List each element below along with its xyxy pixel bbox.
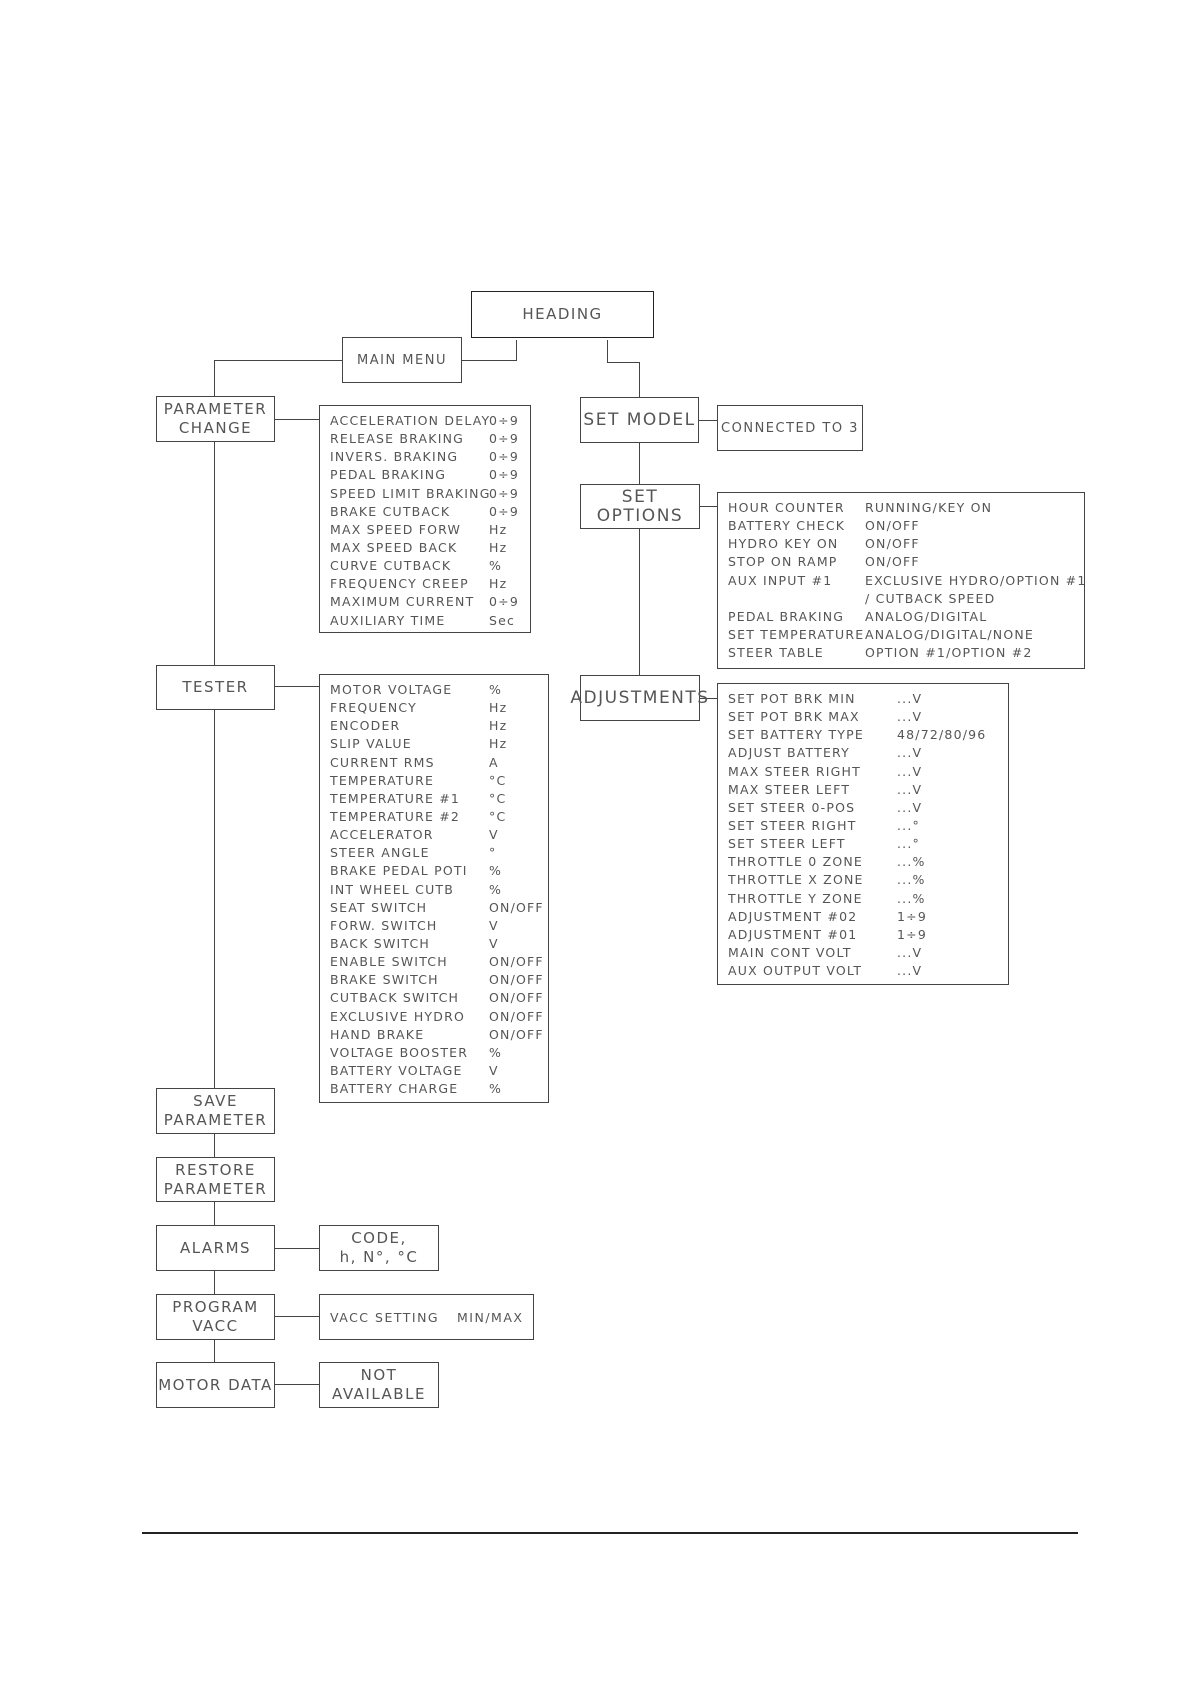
tester-row[interactable] <box>330 989 544 1007</box>
parameter-row[interactable] <box>330 575 520 593</box>
tester-row-value: ON/OFF <box>489 990 544 1006</box>
footer-divider <box>142 1532 1078 1534</box>
tester-row-value: °C <box>489 772 507 788</box>
connector <box>461 360 517 361</box>
option-row-value: ON/OFF <box>865 518 920 534</box>
parameter-row[interactable] <box>330 485 520 503</box>
adjustment-row-label: MAX STEER RIGHT <box>728 763 861 779</box>
adjustment-row[interactable] <box>728 744 998 762</box>
parameter-row[interactable] <box>330 612 520 630</box>
tester-row-label: EXCLUSIVE HYDRO <box>330 1008 465 1024</box>
parameter-row-label: PEDAL BRAKING <box>330 467 447 483</box>
parameter-row[interactable] <box>330 466 520 484</box>
tester-row-label: BRAKE PEDAL POTI <box>330 863 468 879</box>
tester-row[interactable] <box>330 754 538 772</box>
parameter-row-label: SPEED LIMIT BRAKING <box>330 485 491 501</box>
adjustment-row[interactable] <box>728 690 998 708</box>
tester-row[interactable] <box>330 808 538 826</box>
tester-row-value: ON/OFF <box>489 954 544 970</box>
tester-row-value: % <box>489 682 503 697</box>
parameter-change-list <box>319 405 531 633</box>
tester-row[interactable] <box>330 699 538 717</box>
tester-row-label: STEER ANGLE <box>330 845 430 861</box>
adjustment-row[interactable] <box>728 944 998 962</box>
option-row[interactable] <box>728 572 1087 590</box>
motor-data-detail-line-2: AVAILABLE <box>332 1385 426 1403</box>
adjustment-row-label: MAIN CONT VOLT <box>728 944 852 960</box>
option-row-label <box>728 590 865 608</box>
option-row-label: BATTERY CHECK <box>728 518 846 534</box>
program-vacc-label-2: VACC <box>192 1317 239 1335</box>
parameter-row[interactable] <box>330 430 520 448</box>
adjustment-row-label: ADJUSTMENT #01 <box>728 926 858 942</box>
adjustment-row-label: SET STEER 0-POS <box>728 799 856 815</box>
option-row[interactable] <box>728 499 1074 517</box>
adjustment-row-label: THROTTLE Y ZONE <box>728 890 863 906</box>
parameter-row-label: AUXILIARY TIME <box>330 612 446 628</box>
parameter-row-label: FREQUENCY CREEP <box>330 576 469 592</box>
option-row-value: ANALOG/DIGITAL <box>865 608 988 624</box>
adjustment-row[interactable] <box>728 835 998 853</box>
adjustment-row-value: 1÷9 <box>897 926 927 942</box>
adjustment-row-value: ...V <box>897 944 923 960</box>
heading-label: HEADING <box>522 305 603 323</box>
tester-row-value: ° <box>489 845 497 861</box>
parameter-row-value: Hz <box>489 521 508 537</box>
adjustment-row-label: THROTTLE X ZONE <box>728 872 864 888</box>
option-row-label: HOUR COUNTER <box>728 500 845 515</box>
option-row-label: STEER TABLE <box>728 645 824 661</box>
option-row-value: ANALOG/DIGITAL/NONE <box>865 626 1035 642</box>
option-row-value: RUNNING/KEY ON <box>865 500 993 515</box>
parameter-change-box[interactable] <box>156 396 275 442</box>
connector <box>699 506 718 507</box>
adjustment-row-value: ...V <box>897 709 923 725</box>
adjustment-row-label: SET STEER LEFT <box>728 836 846 852</box>
adjustment-row-value: 1÷9 <box>897 908 927 924</box>
adjustment-row-label: ADJUSTMENT #02 <box>728 908 858 924</box>
option-row[interactable] <box>728 553 1074 571</box>
set-options-box[interactable] <box>580 484 700 529</box>
option-row-value: ON/OFF <box>865 554 920 570</box>
tester-row-value: ON/OFF <box>489 899 544 915</box>
tester-row[interactable] <box>330 790 538 808</box>
alarms-detail-line-2: h, N°, °C <box>339 1248 419 1266</box>
option-row-label: AUX INPUT #1 <box>728 572 833 588</box>
tester-row-value: Hz <box>489 736 508 752</box>
tester-row-value: V <box>489 1062 499 1078</box>
tester-list <box>319 674 549 1103</box>
adjustment-row[interactable] <box>728 799 998 817</box>
tester-row[interactable] <box>330 935 538 953</box>
tester-row-value: % <box>489 863 503 879</box>
parameter-row-label: MAXIMUM CURRENT <box>330 594 475 610</box>
tester-row-label: BATTERY CHARGE <box>330 1081 459 1097</box>
tester-row-label: BRAKE SWITCH <box>330 972 439 988</box>
connector <box>274 419 319 420</box>
parameter-row[interactable] <box>330 557 520 575</box>
tester-row-label: VOLTAGE BOOSTER <box>330 1044 469 1060</box>
tester-row-value: A <box>489 754 499 770</box>
adjustment-row[interactable] <box>728 763 998 781</box>
adjustment-row[interactable] <box>728 871 998 889</box>
tester-row-label: ACCELERATOR <box>330 827 434 843</box>
option-row[interactable] <box>728 626 1074 644</box>
tester-box[interactable] <box>156 665 275 710</box>
tester-row-label: CUTBACK SWITCH <box>330 990 460 1006</box>
parameter-row[interactable] <box>330 539 520 557</box>
tester-row-value: °C <box>489 808 507 824</box>
alarms-box[interactable] <box>156 1225 275 1271</box>
option-row-value: ON/OFF <box>865 536 920 552</box>
tester-row-label: TEMPERATURE #1 <box>330 790 461 806</box>
parameter-row[interactable] <box>330 503 520 521</box>
tester-row-label: BATTERY VOLTAGE <box>330 1062 463 1078</box>
connector <box>274 1384 319 1385</box>
motor-data-detail-line-1: NOT <box>360 1366 398 1384</box>
option-row-label: STOP ON RAMP <box>728 554 838 570</box>
adjustment-row-label: SET POT BRK MAX <box>728 709 860 725</box>
tester-row-value: % <box>489 881 503 897</box>
tester-row-label: HAND BRAKE <box>330 1026 425 1042</box>
vacc-setting-label: VACC SETTING <box>330 1309 440 1325</box>
adjustments-list <box>717 683 1009 985</box>
adjustment-row[interactable] <box>728 817 998 835</box>
set-model-label: SET MODEL <box>583 409 696 430</box>
motor-data-box[interactable] <box>156 1362 275 1408</box>
adjustment-row[interactable] <box>728 853 998 871</box>
adjustment-row[interactable] <box>728 726 998 744</box>
tester-row[interactable] <box>330 735 538 753</box>
tester-row-label: SEAT SWITCH <box>330 899 428 915</box>
adjustment-row-label: THROTTLE 0 ZONE <box>728 854 864 870</box>
parameter-row[interactable] <box>330 593 520 611</box>
tester-row[interactable] <box>330 681 538 699</box>
tester-row-value: V <box>489 935 499 951</box>
tester-row-value: % <box>489 1081 503 1097</box>
adjustments-box[interactable] <box>570 675 710 721</box>
save-parameter-label-1: SAVE <box>193 1092 238 1110</box>
tester-row-label: CURRENT RMS <box>330 754 435 770</box>
tester-row-label: FREQUENCY <box>330 700 417 716</box>
set-model-detail <box>717 405 863 451</box>
option-row-value: / CUTBACK SPEED <box>865 590 996 606</box>
tester-row-value: Hz <box>489 718 508 734</box>
parameter-row-value: Sec <box>489 612 516 628</box>
set-options-label: SET OPTIONS <box>596 486 684 526</box>
tester-row-label: FORW. SWITCH <box>330 917 438 933</box>
tester-row[interactable] <box>330 862 538 880</box>
option-row[interactable] <box>728 517 1074 535</box>
adjustment-row-value: 48/72/80/96 <box>897 727 987 743</box>
option-row[interactable] <box>728 608 1074 626</box>
set-options-list <box>717 492 1085 669</box>
parameter-row-value: 0÷9 <box>489 467 519 483</box>
tester-row[interactable] <box>330 1080 538 1098</box>
connector <box>274 1316 319 1317</box>
tester-row[interactable] <box>330 953 544 971</box>
motor-data-detail <box>319 1362 439 1408</box>
tester-row-value: % <box>489 1044 503 1060</box>
option-row-value: EXCLUSIVE HYDRO/OPTION #1 <box>865 572 1087 588</box>
parameter-row-value: % <box>489 558 503 574</box>
option-row-label: PEDAL BRAKING <box>728 608 845 624</box>
adjustment-row[interactable] <box>728 708 998 726</box>
heading-box[interactable] <box>471 291 654 338</box>
tester-row-label: ENCODER <box>330 718 401 734</box>
tester-row-value: ON/OFF <box>489 1026 544 1042</box>
tester-row-value: V <box>489 917 499 933</box>
tester-row[interactable] <box>330 844 538 862</box>
parameter-row[interactable] <box>330 521 520 539</box>
alarms-label: ALARMS <box>179 1238 252 1257</box>
tester-row[interactable] <box>330 917 538 935</box>
parameter-row[interactable] <box>330 412 520 430</box>
tester-row[interactable] <box>330 1044 538 1062</box>
tester-row-value: °C <box>489 790 507 806</box>
tester-row[interactable] <box>330 971 544 989</box>
adjustment-row[interactable] <box>728 781 998 799</box>
tester-row-value: Hz <box>489 700 508 716</box>
set-model-box[interactable] <box>580 397 699 443</box>
parameter-row-value: 0÷9 <box>489 413 519 428</box>
adjustment-row-label: SET POT BRK MIN <box>728 691 856 706</box>
motor-data-label: MOTOR DATA <box>158 1375 273 1394</box>
tester-row-label: INT WHEEL CUTB <box>330 881 455 897</box>
tester-row-label: TEMPERATURE <box>330 772 435 788</box>
parameter-row-value: 0÷9 <box>489 503 519 519</box>
tester-row[interactable] <box>330 899 544 917</box>
option-row-label: HYDRO KEY ON <box>728 536 839 552</box>
adjustment-row-value: ...% <box>897 890 926 906</box>
tester-row[interactable] <box>330 826 538 844</box>
adjustment-row-label: SET STEER RIGHT <box>728 817 857 833</box>
restore-parameter-label-1: RESTORE <box>175 1160 256 1179</box>
parameter-row[interactable] <box>330 448 520 466</box>
connector <box>698 420 718 421</box>
adjustment-row-value: ...V <box>897 963 923 979</box>
adjustment-row[interactable] <box>728 962 998 980</box>
restore-parameter-label-2: PARAMETER <box>163 1179 268 1198</box>
tester-row-value: ON/OFF <box>489 972 544 988</box>
tester-row-label: TEMPERATURE #2 <box>330 808 461 824</box>
tester-row[interactable] <box>330 1026 544 1044</box>
adjustment-row-value: ...V <box>897 799 923 815</box>
parameter-row-value: 0÷9 <box>489 449 519 465</box>
restore-parameter-box[interactable] <box>156 1157 275 1202</box>
connector <box>214 360 342 361</box>
adjustment-row-label: AUX OUTPUT VOLT <box>728 963 863 979</box>
main-menu-label: MAIN MENU <box>357 352 447 368</box>
tester-row[interactable] <box>330 717 538 735</box>
option-row[interactable] <box>728 644 1074 662</box>
tester-row[interactable] <box>330 881 538 899</box>
parameter-row-value: 0÷9 <box>489 431 519 447</box>
parameter-row-value: 0÷9 <box>489 485 519 501</box>
save-parameter-box[interactable] <box>156 1088 275 1134</box>
alarms-detail <box>319 1225 439 1271</box>
save-parameter-label-2: PARAMETER <box>163 1111 268 1129</box>
adjustment-row-value: ...V <box>897 691 923 706</box>
tester-row[interactable] <box>330 1062 538 1080</box>
parameter-change-label-2: CHANGE <box>178 419 253 437</box>
parameter-row-label: ACCELERATION DELAY <box>330 413 491 428</box>
tester-label: TESTER <box>182 678 249 696</box>
connector <box>274 686 319 687</box>
alarms-detail-line-1: CODE, <box>351 1229 407 1247</box>
tester-row-label: BACK SWITCH <box>330 935 431 951</box>
adjustment-row-value: ...° <box>897 836 920 852</box>
connector <box>607 340 608 362</box>
option-row[interactable] <box>728 590 1074 608</box>
program-vacc-detail <box>319 1294 534 1340</box>
parameter-row-label: BRAKE CUTBACK <box>330 503 451 519</box>
adjustment-row-label: ADJUST BATTERY <box>728 745 850 761</box>
adjustment-row-value: ...% <box>897 854 926 870</box>
parameter-row-value: Hz <box>489 539 508 555</box>
adjustment-row-value: ...V <box>897 763 923 779</box>
program-vacc-label-1: PROGRAM <box>172 1298 259 1316</box>
adjustment-row[interactable] <box>728 926 998 944</box>
parameter-row-label: MAX SPEED BACK <box>330 539 458 555</box>
tester-row-value: V <box>489 827 499 843</box>
adjustment-row[interactable] <box>728 890 998 908</box>
tester-row-value: ON/OFF <box>489 1008 544 1024</box>
connector <box>516 340 517 361</box>
parameter-row-value: Hz <box>489 576 508 592</box>
parameter-change-label-1: PARAMETER <box>163 400 268 418</box>
program-vacc-box[interactable] <box>156 1294 275 1340</box>
adjustment-row[interactable] <box>728 908 998 926</box>
parameter-row-label: INVERS. BRAKING <box>330 449 459 465</box>
adjustment-row-value: ...% <box>897 872 926 888</box>
tester-row-label: SLIP VALUE <box>330 736 412 752</box>
adjustments-label: ADJUSTMENTS <box>570 687 710 708</box>
tester-row-label: MOTOR VOLTAGE <box>330 682 453 697</box>
option-row-value: OPTION #1/OPTION #2 <box>865 645 1033 661</box>
option-row[interactable] <box>728 535 1074 553</box>
connector <box>607 362 639 363</box>
adjustment-row-value: ...V <box>897 781 923 797</box>
connector <box>274 1248 319 1249</box>
vacc-setting-value: MIN/MAX <box>457 1309 524 1325</box>
tester-row[interactable] <box>330 1008 544 1026</box>
parameter-row-label: CURVE CUTBACK <box>330 558 452 574</box>
adjustment-row-value: ...° <box>897 817 920 833</box>
option-row-label: SET TEMPERATURE <box>728 626 865 642</box>
adjustment-row-value: ...V <box>897 745 923 761</box>
main-menu-box[interactable] <box>342 337 462 383</box>
tester-row[interactable] <box>330 772 538 790</box>
tester-row-label: ENABLE SWITCH <box>330 954 448 970</box>
parameter-row-label: RELEASE BRAKING <box>330 431 465 447</box>
adjustment-row-label: MAX STEER LEFT <box>728 781 851 797</box>
set-model-value: CONNECTED TO 3 <box>721 420 859 436</box>
parameter-row-value: 0÷9 <box>489 594 519 610</box>
parameter-row-label: MAX SPEED FORW <box>330 521 462 537</box>
adjustment-row-label: SET BATTERY TYPE <box>728 727 864 743</box>
